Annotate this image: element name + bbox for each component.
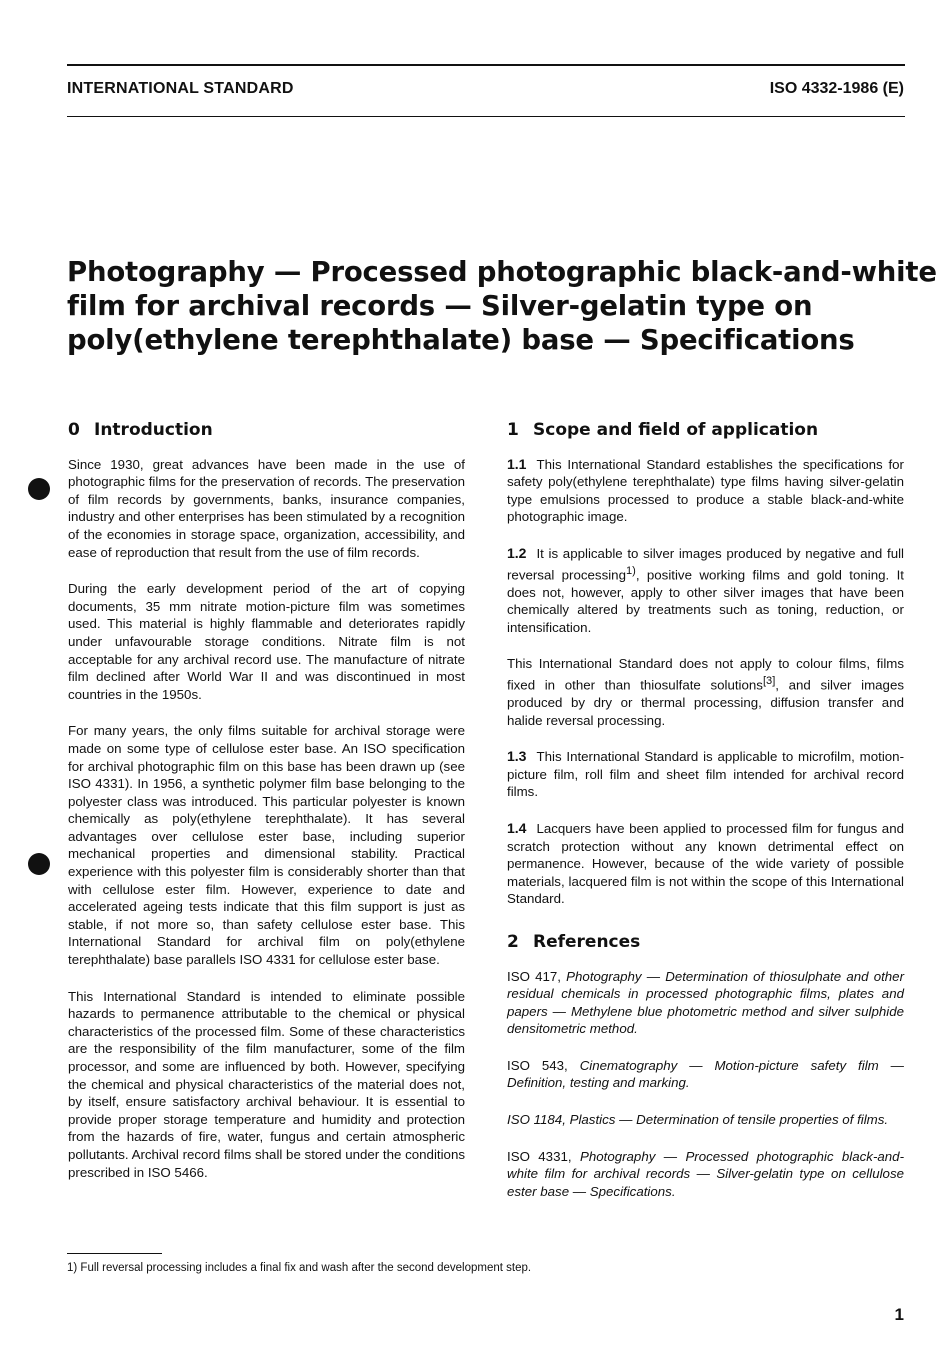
header-rule-top bbox=[67, 64, 905, 66]
section-heading-references: 2 References bbox=[507, 931, 641, 952]
footnote-rule bbox=[67, 1253, 162, 1254]
reference-item: ISO 417, Photography — Determination of thiosulphate and other residual chemicals in processed photographic films, plates and papers — Methylene blue photometric method and silver sulphide densitometric method. bbox=[507, 968, 904, 1037]
clause-1-4: 1.4 Lacquers have been applied to processed film for fungus and scratch protection without any known detrimental effect on permanence. However, because of the wide variety of possible materials, lacquered film is not within the scope of this International Standard. bbox=[507, 819, 904, 907]
header-rule-bottom bbox=[67, 116, 905, 117]
header-standard-number: ISO 4332-1986 (E) bbox=[769, 80, 904, 97]
title-line: Photography — Processed photographic black-and-white bbox=[67, 256, 937, 288]
section-heading-introduction: 0 Introduction bbox=[68, 420, 213, 440]
paragraph: During the early development period of the art of copying documents, 35 mm nitrate motion-picture film was sometimes used. This material is highly flammable and deteriorates rapidly under unfavourable storage conditions. Nitrate film is not acceptable for any archival record use. The manufacture of nitrate film declined after World War II and was discontinued in most countries in the 1950s. bbox=[68, 581, 465, 702]
clause-1-2: 1.2 It is applicable to silver images produced by negative and full reversal processing$^{1)}$, positive working films and gold toning. It does not, however, apply to other silver images that have been chemically altered by treatments such as toning, reduction, or intensification. bbox=[507, 544, 904, 635]
margin-bullet-icon bbox=[28, 853, 50, 875]
reference-item: ISO 543, Cinematography — Motion-picture safety film — Definition, testing and marking. bbox=[507, 1057, 904, 1091]
reference-mark: [3] bbox=[762, 674, 776, 687]
paragraph: For many years, the only films suitable for archival storage were made on some type of cellulose ester base. An ISO specification for archival photographic film on this base has been drawn up (see ISO 4331). In 1956, a synthetic polymer film base belonging to the polyester class was introduced. This particular polyester is known chemically as poly(ethylene terephthalate). It has several advantages over cellulose ester base, including superior mechanical properties and dimensional stability. Practical experience with this polyester film is considerably shorter than that with cellulose ester film. However, experience to date and accelerated ageing tests indicate that this film support is just as stable, if not more so, than safety cellulose ester base. This International Standard for archival film on poly(ethylene terephthalate) base parallels ISO 4331 for cellulose ester base. bbox=[68, 723, 465, 968]
clause-1-1: 1.1 This International Standard establishes the specifications for safety poly(ethylene terephthalate) type films having silver-gelatin type emulsions processed to produce a stable black-and-white photographic image. bbox=[507, 455, 904, 525]
paragraph: This International Standard is intended to eliminate possible hazards to permanence attributable to the chemical or physical characteristics of the processed film. Some of these characteristics are the responsibility of the film manufacturer, some of the film processor, and some are influenced by both. However, specifying the chemical and physical characteristics of the material does not, by itself, ensure satisfactory archival behaviour. It is essential to provide proper storage temperature and humidity and protection from the hazards of fire, water, fungus and certain atmospheric pollutants. Archival record films shall be stored under the conditions prescribed in ISO 5466. bbox=[68, 988, 465, 1180]
page-number: 1 bbox=[894, 1305, 904, 1324]
section-heading-scope: 1 Scope and field of application bbox=[507, 420, 819, 440]
paragraph: This International Standard does not apply to colour films, films fixed in other than thiosulfate solutions[3], and silver images produced by dry or thermal processing, diffusion transfer and halide reversal processing. bbox=[507, 656, 904, 728]
right-column bbox=[507, 422, 904, 1219]
left-column bbox=[68, 422, 465, 1200]
reference-item: ISO 4331, Photography — Processed photographic black-and-white film for archival records — Silver-gelatin type on cellulose ester base — Specifications. bbox=[507, 1148, 904, 1199]
document-title bbox=[67, 255, 937, 357]
footnote: 1) Full reversal processing includes a final fix and wash after the second development step. bbox=[67, 1262, 532, 1274]
margin-bullet-icon bbox=[28, 478, 50, 500]
reference-item: ISO 1184, Plastics — Determination of tensile properties of films. bbox=[507, 1112, 889, 1128]
clause-1-3: 1.3 This International Standard is applicable to microfilm, motion-picture film, roll film and sheet film intended for archival record films. bbox=[507, 748, 904, 800]
header-standard-label: INTERNATIONAL STANDARD bbox=[67, 80, 294, 97]
title-line: film for archival records — Silver-gelatin type on bbox=[67, 290, 813, 322]
title-line: poly(ethylene terephthalate) base — Specifications bbox=[67, 324, 855, 356]
paragraph: Since 1930, great advances have been made in the use of photographic films for the preservation of records. The preservation of film records by governments, banks, insurance companies, industry and other enterprises has been stimulated by a recognition of the economies in storage space, organization, accessibility, and ease of reproduction that result from the use of film records. bbox=[68, 456, 465, 560]
footnote-ref: 1) bbox=[625, 564, 636, 577]
